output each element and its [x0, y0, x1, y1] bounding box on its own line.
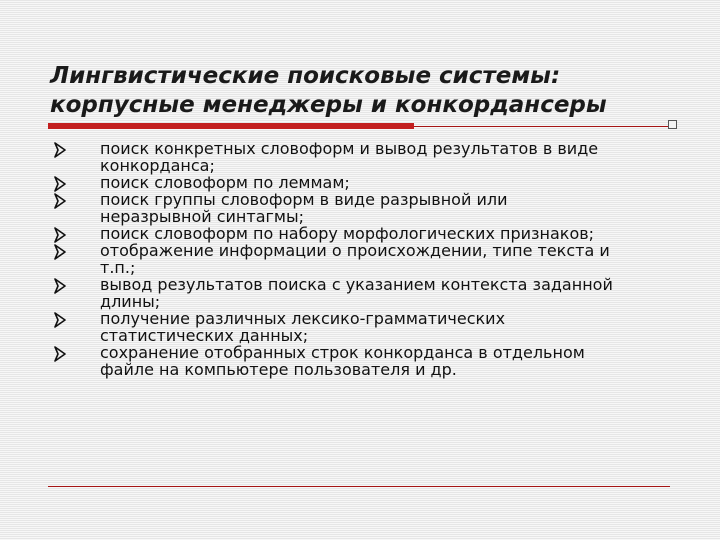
- list-item: [50, 174, 670, 191]
- list-item-line: т.п.;: [100, 258, 136, 277]
- list-item-line: отображение информации о происхождении, типе текста и: [100, 241, 610, 260]
- arrowhead-bullet-icon: [53, 193, 67, 209]
- feature-list: [50, 140, 670, 378]
- list-item: [50, 344, 670, 378]
- list-item-line: сохранение отобранных строк конкорданса в отдельном: [100, 343, 585, 362]
- arrowhead-bullet-icon: [53, 142, 67, 158]
- list-item-text: [100, 174, 670, 191]
- list-item-text: [100, 344, 670, 378]
- slide-title-line: корпусные менеджеры и конкордансеры: [50, 92, 607, 118]
- slide-title-line: Лингвистические поисковые системы:: [50, 63, 561, 89]
- list-item-text: [100, 242, 670, 276]
- list-item-line: поиск конкретных словоформ и вывод результатов в виде: [100, 139, 599, 158]
- arrowhead-bullet-icon: [53, 227, 67, 243]
- list-item: [50, 191, 670, 225]
- arrowhead-bullet-icon: [53, 244, 67, 260]
- list-item-line: неразрывной синтагмы;: [100, 207, 305, 226]
- list-item-text: [100, 191, 670, 225]
- list-item: [50, 276, 670, 310]
- list-item-line: файле на компьютере пользователя и др.: [100, 360, 457, 379]
- arrowhead-bullet-icon: [53, 176, 67, 192]
- list-item-text: [100, 276, 670, 310]
- list-item-line: вывод результатов поиска с указанием контекста заданной: [100, 275, 613, 294]
- arrowhead-bullet-icon: [53, 346, 67, 362]
- arrowhead-bullet-icon: [53, 278, 67, 294]
- title-rule-end-marker: [668, 120, 677, 129]
- list-item: [50, 310, 670, 344]
- list-item: [50, 140, 670, 174]
- arrowhead-bullet-icon: [53, 312, 67, 328]
- list-item-line: поиск группы словоформ в виде разрывной или: [100, 190, 508, 209]
- list-item: [50, 225, 670, 242]
- slide-title: [50, 62, 670, 120]
- list-item-text: [100, 225, 670, 242]
- title-accent-bar: [48, 123, 414, 129]
- list-item-line: длины;: [100, 292, 161, 311]
- list-item: [50, 242, 670, 276]
- list-item-line: статистических данных;: [100, 326, 309, 345]
- list-item-text: [100, 140, 670, 174]
- list-item-line: конкорданса;: [100, 156, 215, 175]
- list-item-line: получение различных лексико-грамматических: [100, 309, 506, 328]
- list-item-text: [100, 310, 670, 344]
- footer-rule: [48, 486, 670, 487]
- list-item-line: поиск словоформ по леммам;: [100, 173, 350, 192]
- list-item-line: поиск словоформ по набору морфологических признаков;: [100, 224, 595, 243]
